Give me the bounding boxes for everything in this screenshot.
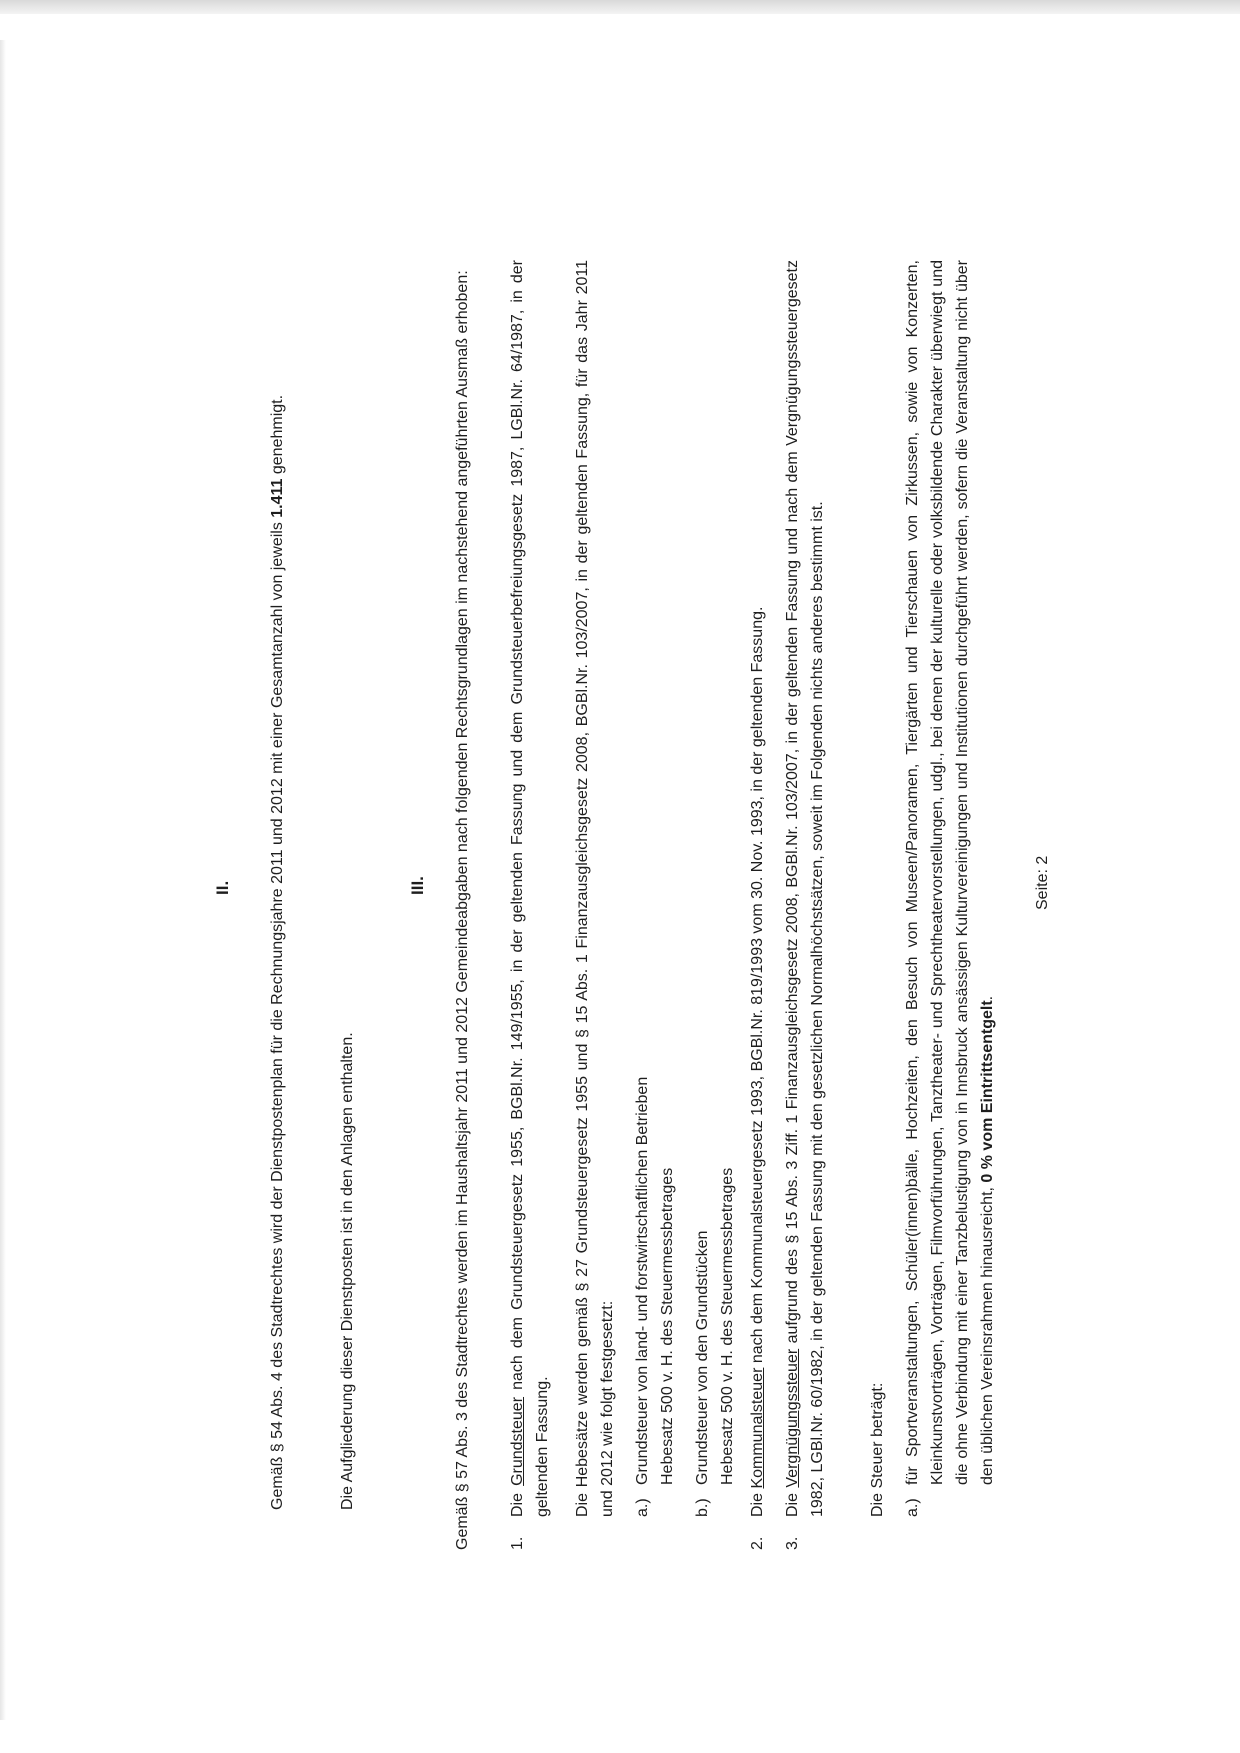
item-vergnuegungssteuer — [780, 260, 830, 1517]
item-text: Die — [749, 1488, 766, 1517]
tax-rate-bold: 0 % vom Eintrittsentgelt — [979, 1000, 996, 1183]
scan-left-edge — [0, 40, 6, 1720]
item-text: Die — [784, 1487, 801, 1517]
total-count: 1.411 — [269, 478, 286, 518]
paragraph-dienstpostenplan — [265, 260, 290, 1550]
sub-letter-a: a.) — [904, 1498, 921, 1517]
list-number-3: 3. — [784, 1536, 801, 1550]
paragraph-text-end: genehmigt. — [269, 394, 286, 475]
steuer-betraegt-label: Die Steuer beträgt: — [869, 1382, 886, 1517]
sub-item-text-end: . — [979, 995, 996, 1001]
item-text: Die — [509, 1485, 526, 1517]
sub-item-grundstuecke — [690, 260, 740, 1485]
section-heading-ii: II. — [213, 880, 232, 895]
sub-item-land-forst — [630, 260, 680, 1485]
term-kommunalsteuer: Kommunalsteuer — [749, 1367, 766, 1489]
paragraph-aufgliederung: Die Aufgliederung dieser Dienstposten ist in den Anlagen enthalten. — [339, 1032, 356, 1510]
term-grundsteuer: Grundsteuer — [509, 1396, 526, 1486]
page-number: Seite: 2 — [1034, 855, 1051, 910]
term-vergnuegungssteuer: Vergnügungssteuer — [784, 1348, 801, 1488]
scan-top-edge — [0, 0, 1240, 14]
item-kommunalsteuer — [745, 260, 770, 1517]
item-text: aufgrund des § 15 Abs. 3 Ziff. 1 Finanzausgleichsgesetz 2008, BGBl.Nr. 103/2007, in der geltenden Fassung und nach dem Vergnügungssteuergesetz 1982, LGBl.Nr. 60/1982, in der geltenden Fassung mit den gesetzlichen Normalhöchstsätzen, soweit im Folgenden nichts anderes bestimmt ist. — [784, 260, 826, 1517]
sub-item-veranstaltungen — [900, 260, 1000, 1485]
sub-item-line: Hebesatz 500 v. H. des Steuermessbetrages — [719, 1167, 736, 1485]
sub-letter-a: a.) — [634, 1498, 651, 1517]
paragraph-intro-gemeindeabgaben: Gemäß § 57 Abs. 3 des Stadtrechtes werden im Haushaltsjahr 2011 und 2012 Gemeindeabgaben nach folgenden Rechtsgrundlagen im nachstehend angeführten Ausmaß erhoben: — [454, 270, 471, 1550]
item-grundsteuer — [505, 260, 555, 1517]
sub-letter-b: b.) — [694, 1498, 711, 1517]
rotated-document-page — [200, 45, 1100, 1645]
sub-item-line: Grundsteuer von land- und forstwirtschaftlichen Betrieben — [634, 1076, 651, 1485]
item-text: nach dem Grundsteuergesetz 1955, BGBl.Nr. 149/1955, in der geltenden Fassung und dem Grundsteuerbefreiungsgesetz 1987, LGBl.Nr. 64/1987, in der geltenden Fassung. — [509, 259, 551, 1517]
sub-item-text: für Sportveranstaltungen, Schüler(innen)bälle, Hochzeiten, den Besuch von Museen/Panoramen, Tiergärten und Tierschauen von Zirkussen, sowie von Konzerten, Kleinkunstvorträgen, Vorträgen, Filmvorführungen, Tanztheater- und Sprechtheatervorstellungen, udgl., bei denen der kulturelle oder volksbildende Charakter überwiegt und die ohne Verbindung mit einer Tanzbelustigung von in Innsbruck ansässigen Kulturvereinigungen und Institutionen durchgeführt werden, sofern die Veranstaltung nicht über den üblichen Vereinsrahmen hinausreicht, — [904, 260, 996, 1485]
item-text: nach dem Kommunalsteuergesetz 1993, BGBl.Nr. 819/1993 vom 30. Nov. 1993, in der geltenden Fassung. — [749, 606, 766, 1368]
section-heading-iii: III. — [408, 876, 427, 895]
list-number-2: 2. — [749, 1536, 766, 1550]
paragraph-hebesaetze: Die Hebesätze werden gemäß § 27 Grundsteuergesetz 1955 und § 15 Abs. 1 Finanzausgleichsgesetz 2008, BGBl.Nr. 103/2007, in der geltenden Fassung, für das Jahr 2011 und 2012 wie folgt festgesetzt: — [574, 260, 616, 1517]
sub-item-line: Hebesatz 500 v. H. des Steuermessbetrages — [659, 1167, 676, 1485]
sub-item-line: Grundsteuer von den Grundstücken — [694, 1230, 711, 1485]
paragraph-text: Gemäß § 54 Abs. 4 des Stadtrechtes wird der Dienstpostenplan für die Rechnungsjahre 2011 und 2012 mit einer Gesamtanzahl von jeweils — [269, 517, 286, 1510]
list-number-1: 1. — [509, 1536, 526, 1550]
